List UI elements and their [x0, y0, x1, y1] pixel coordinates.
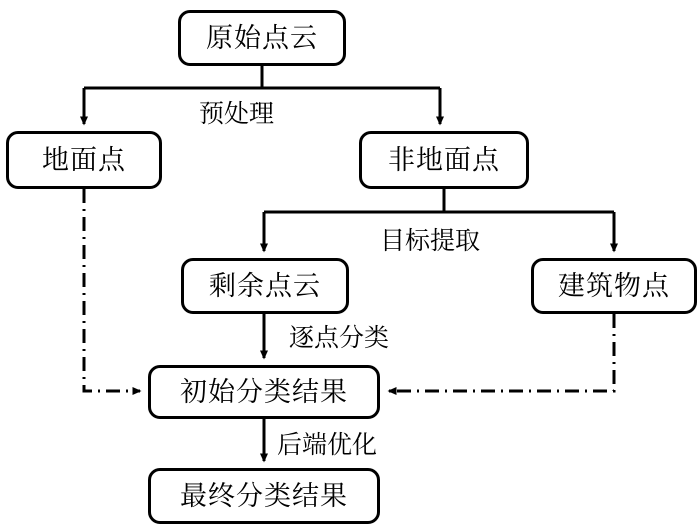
node-label: 地面点 [42, 144, 126, 176]
edge-ground-to-initial-dashdot [84, 189, 140, 391]
node-label: 非地面点 [388, 144, 500, 176]
node-remaining-point-cloud[interactable] [181, 258, 349, 314]
edge-building-to-initial-dashdot [389, 314, 614, 391]
edge-label-pointwise-classification: 逐点分类 [289, 323, 390, 352]
edge-label-backend-optimization: 后端优化 [277, 430, 378, 459]
node-label: 最终分类结果 [180, 480, 348, 512]
node-label: 原始点云 [206, 22, 318, 54]
node-ground-points[interactable] [6, 131, 162, 189]
node-final-classification-result[interactable] [148, 468, 380, 524]
edge-label-preprocessing: 预处理 [199, 99, 275, 128]
node-raw-point-cloud[interactable] [178, 10, 346, 66]
node-label: 剩余点云 [209, 270, 321, 302]
node-initial-classification-result[interactable] [148, 365, 380, 419]
node-label: 初始分类结果 [180, 376, 348, 408]
node-non-ground-points[interactable] [359, 131, 529, 189]
node-building-points[interactable] [531, 258, 697, 314]
node-label: 建筑物点 [558, 270, 670, 302]
edge-label-target-extraction: 目标提取 [380, 226, 481, 255]
